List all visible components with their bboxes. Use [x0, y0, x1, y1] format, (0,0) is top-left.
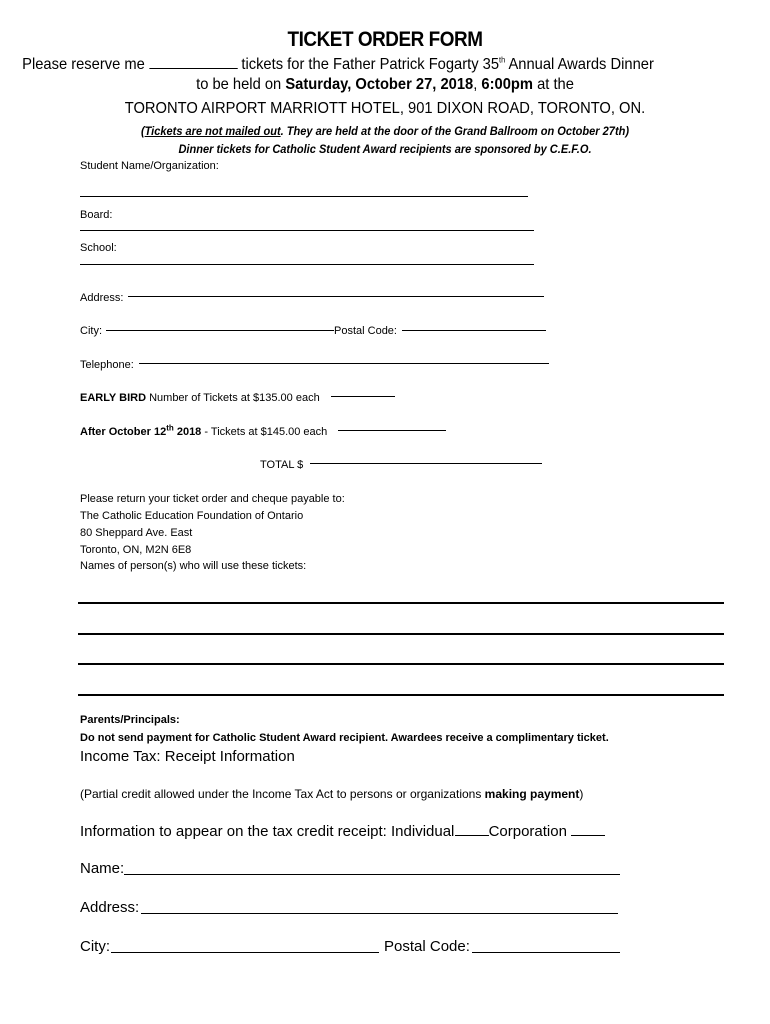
total-label: TOTAL $ [260, 459, 304, 471]
individual-blank[interactable] [455, 821, 489, 836]
venue-line: TORONTO AIRPORT MARRIOTT HOTEL, 901 DIXON ROAD, TORONTO, ON. [124, 100, 646, 117]
student-name-field[interactable] [80, 196, 528, 197]
return-line-3: 80 Sheppard Ave. East [80, 527, 193, 539]
reserve-sup: th [499, 55, 506, 65]
parents-heading: Parents/Principals: [80, 714, 180, 726]
postal-code-field[interactable] [402, 330, 546, 331]
parents-text: Do not send payment for Catholic Student Award recipient. Awardees receive a complimentary ticket. [80, 732, 609, 744]
receipt-postal-label: Postal Code: [384, 938, 470, 955]
form-title: TICKET ORDER FORM [287, 28, 483, 51]
held-on-suffix: at the [537, 76, 574, 93]
city-label: City: [80, 325, 102, 337]
event-date: Saturday, October 27, 2018 [285, 76, 474, 93]
receipt-info-line [80, 821, 605, 840]
receipt-postal-field[interactable] [472, 952, 620, 953]
held-on-sep: , [473, 76, 478, 93]
after-date-text: - Tickets at $145.00 each [204, 426, 328, 438]
reserve-line [0, 56, 706, 74]
board-label: Board: [80, 209, 113, 221]
mail-note-open: ( [140, 124, 145, 138]
partial-credit-a: (Partial credit allowed under the Income Tax Act to persons or organizations [80, 787, 482, 801]
after-date-quantity-field[interactable] [338, 430, 446, 431]
mail-note-underlined: Tickets are not mailed out [144, 124, 281, 138]
reserve-prefix: Please reserve me [22, 56, 145, 73]
after-date-label-b: 2018 [176, 426, 202, 438]
city-field[interactable] [106, 330, 334, 331]
event-time: 6:00pm [481, 76, 533, 93]
names-line-4[interactable] [78, 694, 724, 696]
receipt-name-label: Name: [80, 860, 125, 877]
names-line-2[interactable] [78, 633, 724, 635]
board-field[interactable] [80, 230, 534, 231]
corporation-blank[interactable] [571, 821, 605, 836]
total-field[interactable] [310, 463, 542, 464]
early-bird-label: EARLY BIRD [80, 392, 147, 404]
partial-credit-bold: making payment [484, 787, 580, 801]
telephone-field[interactable] [139, 363, 549, 364]
early-bird-text: Number of Tickets at $135.00 each [149, 392, 320, 404]
ticket-quantity-blank[interactable] [149, 57, 237, 69]
telephone-label: Telephone: [80, 359, 134, 371]
address-label: Address: [80, 292, 124, 304]
names-line-3[interactable] [78, 663, 724, 665]
return-line-2: The Catholic Education Foundation of Ontario [80, 510, 304, 522]
partial-credit-note [80, 787, 583, 801]
after-date-line [80, 423, 328, 438]
income-tax-heading: Income Tax: Receipt Information [80, 748, 295, 765]
return-line-4: Toronto, ON, M2N 6E8 [80, 544, 192, 556]
receipt-city-label: City: [80, 938, 110, 955]
early-bird-quantity-field[interactable] [331, 396, 395, 397]
corporation-label: Corporation [488, 823, 567, 840]
partial-credit-b: ) [579, 787, 584, 801]
reserve-middle: tickets for the Father Patrick Fogarty 35 [241, 56, 500, 73]
school-field[interactable] [80, 264, 534, 265]
after-date-label-a: After October 12 [80, 426, 167, 438]
receipt-info-prefix: Information to appear on the tax credit receipt: Individual [80, 823, 455, 840]
receipt-name-field[interactable] [124, 874, 620, 875]
school-label: School: [80, 242, 117, 254]
names-label: Names of person(s) who will use these tickets: [80, 560, 307, 572]
early-bird-line [80, 392, 320, 404]
sponsor-note: Dinner tickets for Catholic Student Award recipients are sponsored by C.E.F.O. [178, 142, 592, 156]
receipt-address-field[interactable] [141, 913, 618, 914]
address-field[interactable] [128, 296, 544, 297]
held-on-line [31, 76, 739, 94]
student-name-label: Student Name/Organization: [80, 160, 219, 172]
return-line-1: Please return your ticket order and cheque payable to: [80, 493, 345, 505]
names-line-1[interactable] [78, 602, 724, 604]
after-date-sup: th [166, 423, 174, 433]
receipt-address-label: Address: [80, 899, 140, 916]
held-on-prefix: to be held on [196, 76, 282, 93]
reserve-suffix: Annual Awards Dinner [508, 56, 654, 73]
receipt-city-field[interactable] [111, 952, 379, 953]
mail-note [31, 124, 739, 138]
postal-code-label: Postal Code: [334, 325, 397, 337]
mail-note-rest: . They are held at the door of the Grand Ballroom on October 27th) [280, 124, 630, 138]
